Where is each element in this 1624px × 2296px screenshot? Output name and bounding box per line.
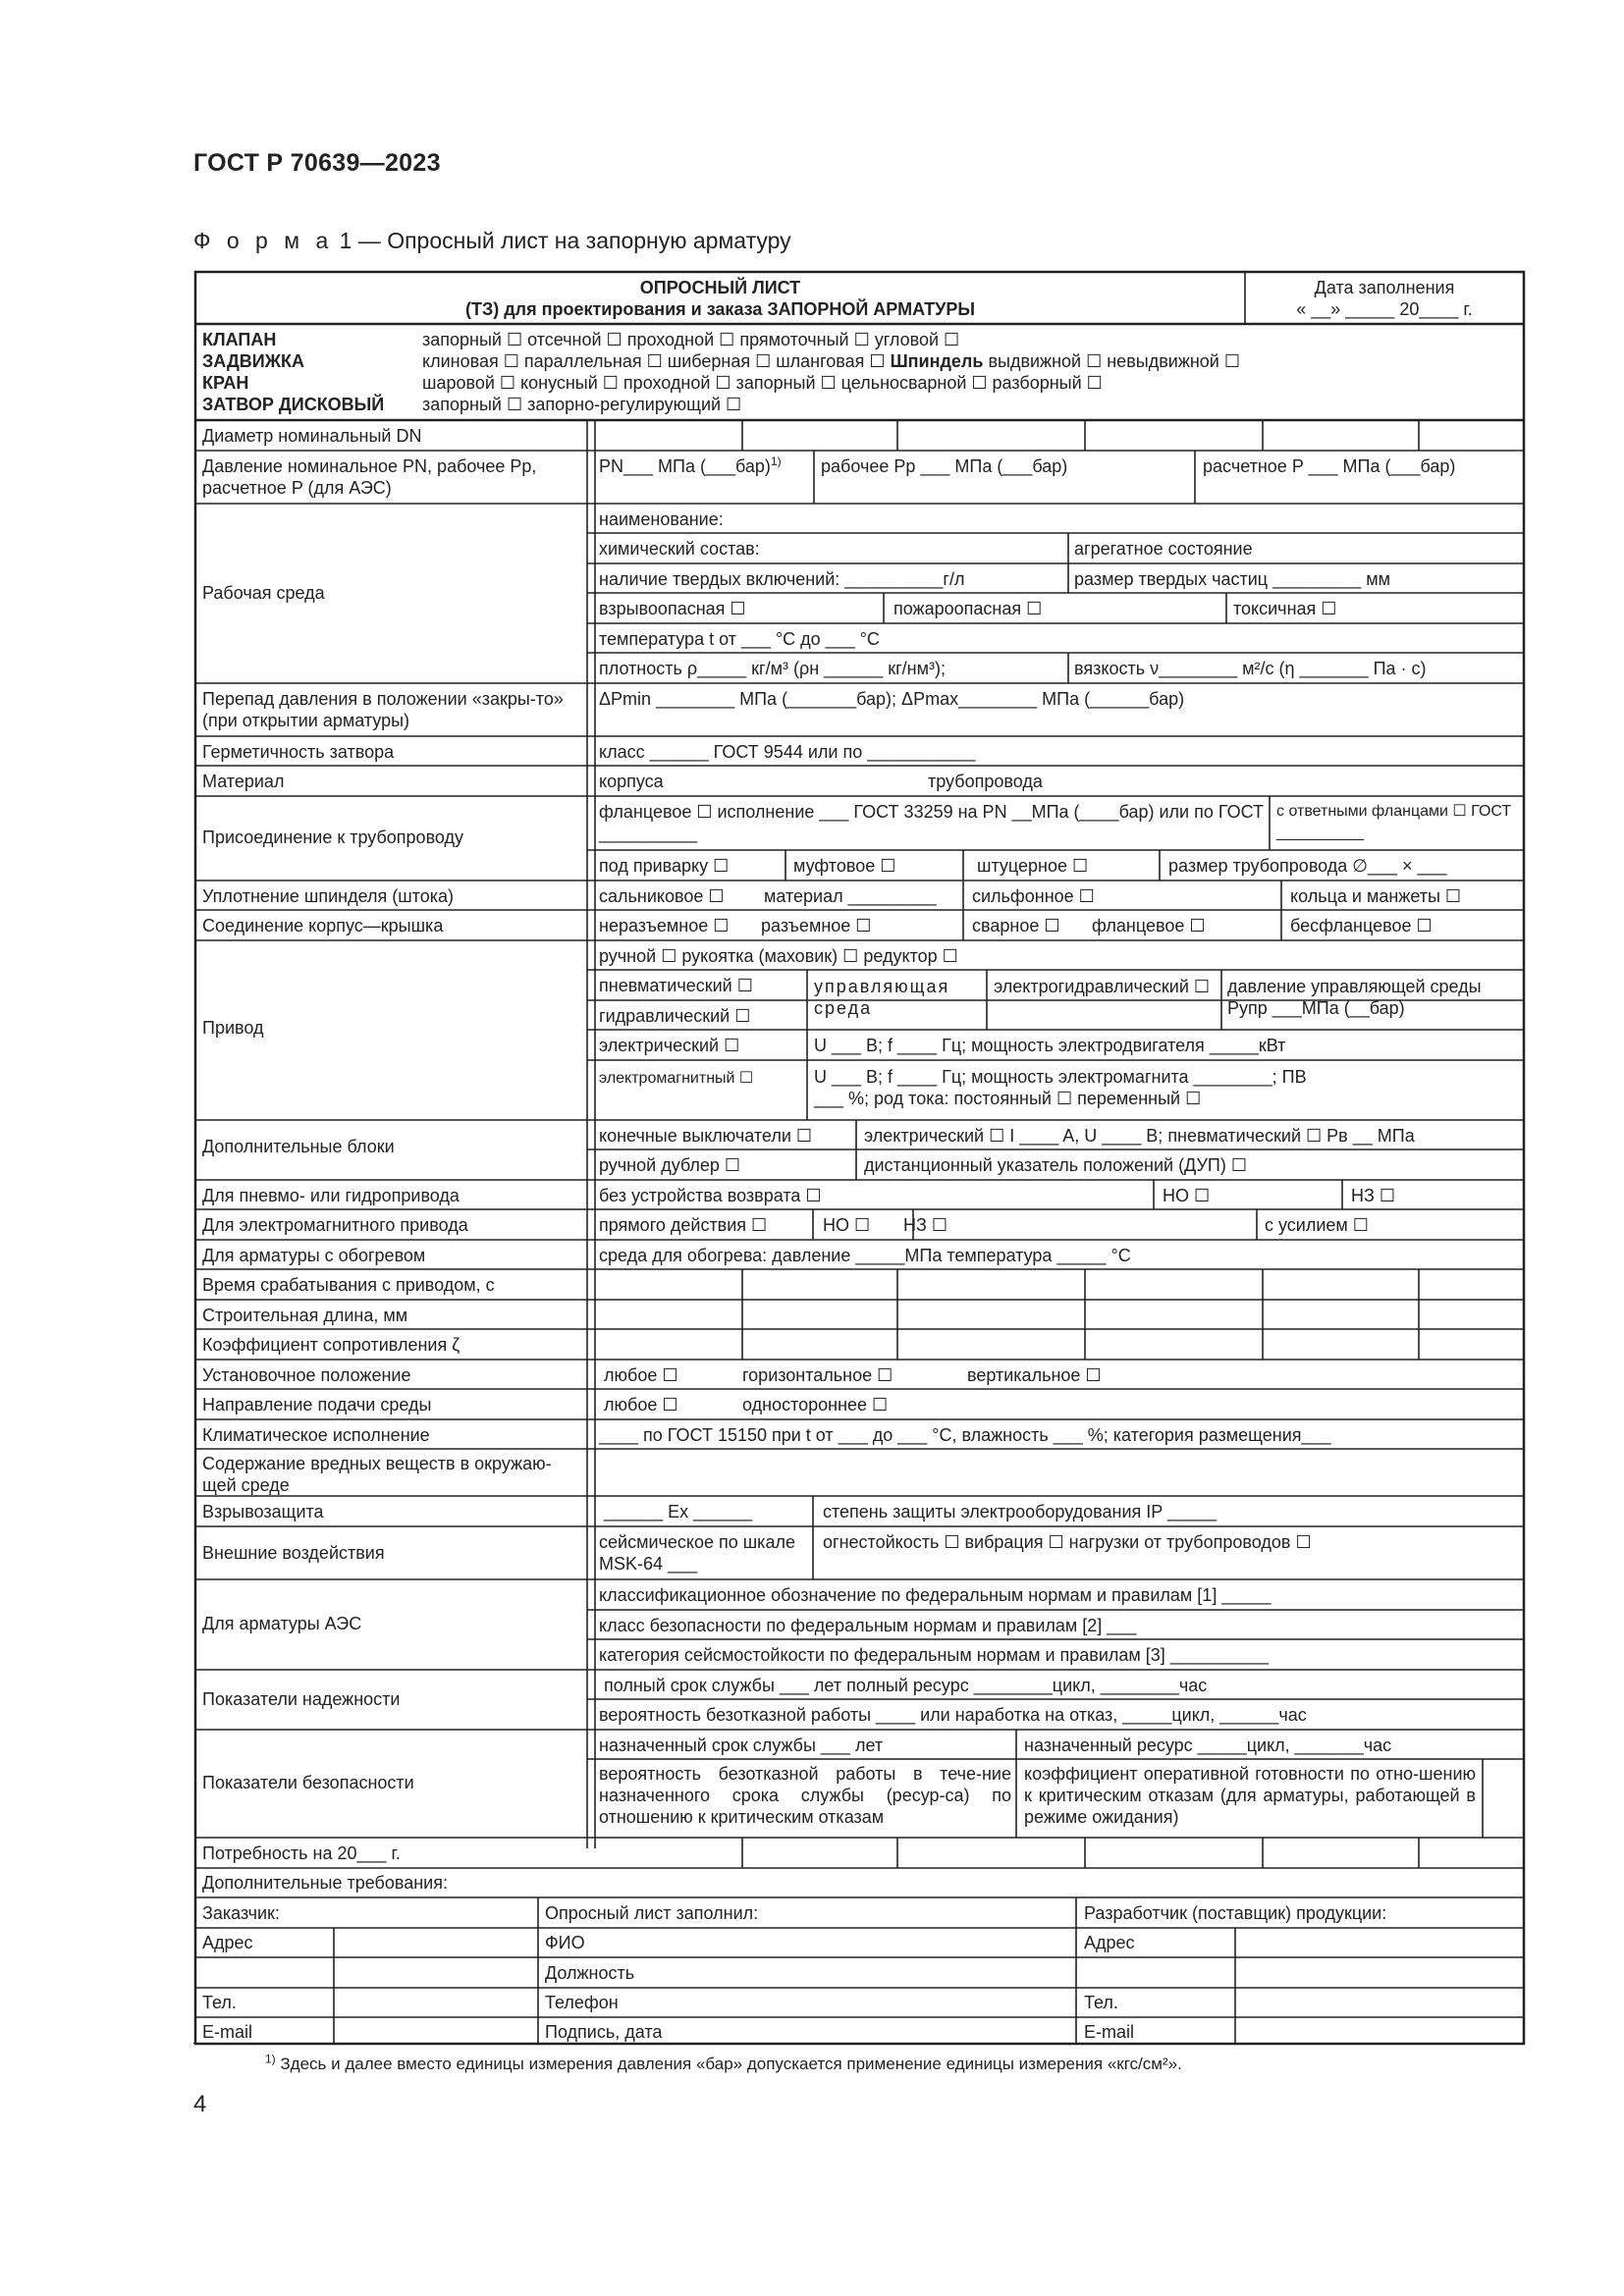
- type-klapan-options: запорный ☐ отсечной ☐ проходной ☐ прямоточный ☐ угловой ☐: [422, 330, 960, 349]
- label-dp: Перепад давления в положении «закры-то» (при открытии арматуры): [202, 689, 564, 730]
- label-install: Установочное положение: [202, 1365, 411, 1385]
- pneuhyd-noreturn: без устройства возврата ☐: [599, 1186, 822, 1205]
- contact-filled: Опросный лист заполнил:: [545, 1903, 759, 1923]
- drive-hydr: гидравлический ☐: [599, 1006, 751, 1026]
- contact-address: Адрес: [202, 1933, 253, 1952]
- label-ext: Внешние воздействия: [202, 1543, 385, 1563]
- material-pipe: трубопровода: [928, 772, 1043, 791]
- contact-tel-dev: Тел.: [1084, 1993, 1118, 2012]
- pressure-pn-text: PN___ МПа (___бар): [599, 456, 771, 476]
- label-seal: Уплотнение шпинделя (штока): [202, 886, 455, 906]
- footnote: [265, 2052, 1182, 2074]
- contact-email: E-mail: [202, 2022, 253, 2042]
- zadvizhka-opts: клиновая ☐ параллельная ☐ шиберная ☐ шланговая ☐: [422, 351, 886, 371]
- pneuhyd-no: НО ☐: [1163, 1186, 1211, 1205]
- title-line1: ОПРОСНЫЙ ЛИСТ: [639, 278, 801, 297]
- medium-agg: агрегатное состояние: [1074, 539, 1253, 559]
- medium-visc: вязкость ν________ м²/с (η _______ Па · с): [1074, 659, 1427, 678]
- drive-ctrl-pressure: давление управляющей среды Pупр ___МПа (__бар): [1227, 977, 1482, 1018]
- flow-any: любое ☐: [604, 1395, 678, 1415]
- drive-elec-values: U ___ В; f ____ Гц; мощность электродвигателя _____кВт: [814, 1036, 1286, 1055]
- contact-email-dev: E-mail: [1084, 2022, 1135, 2042]
- type-klapan: КЛАПАН: [202, 330, 277, 349]
- heat-value: среда для обогрева: давление _____МПа температура _____ °C: [599, 1246, 1131, 1265]
- drive-em-values: U ___ В; f ____ Гц; мощность электромагнита ________; ПВ ___ %; род тока: постоянный ☐ переменный ☐: [814, 1067, 1307, 1108]
- pressure-work: рабочее Pp ___ МПа (___бар): [821, 456, 1068, 476]
- emdrive-no: НО ☐: [823, 1215, 871, 1235]
- seal-bellows: сильфонное ☐: [972, 886, 1095, 906]
- label-joint: Соединение корпус—крышка: [202, 916, 444, 935]
- form-caption-spaced: Ф о р м а: [193, 228, 334, 253]
- label-safety: Показатели безопасности: [202, 1773, 414, 1792]
- emdrive-direct: прямого действия ☐: [599, 1215, 768, 1235]
- contact-position: Должность: [545, 1963, 635, 1983]
- label-heat: Для арматуры с обогревом: [202, 1246, 426, 1265]
- medium-toxic: токсичная ☐: [1233, 599, 1337, 618]
- drive-em: электромагнитный ☐: [599, 1070, 754, 1087]
- contact-phone: Телефон: [545, 1993, 619, 2012]
- label-rel: Показатели надежности: [202, 1689, 401, 1709]
- drive-ctrl-medium: управляющая среда: [814, 977, 950, 1018]
- label-blocks: Дополнительные блоки: [202, 1137, 395, 1156]
- label-connect: Присоединение к трубопроводу: [202, 828, 464, 847]
- drive-eh: электрогидравлический ☐: [994, 977, 1211, 996]
- label-extra: Дополнительные требования:: [202, 1873, 448, 1893]
- dp-value: ΔPmin ________ МПа (_______бар); ΔPmax________ МПа (______бар): [599, 689, 1185, 709]
- medium-solid: наличие твердых включений: __________г/л: [599, 569, 965, 589]
- date-fill-value: « __» _____ 20____ г.: [1296, 299, 1473, 319]
- drive-elec: электрический ☐: [599, 1036, 740, 1055]
- label-emdrive: Для электромагнитного привода: [202, 1215, 468, 1235]
- joint-flanged: фланцевое ☐: [1092, 916, 1206, 935]
- title-line2: (ТЗ) для проектирования и заказа ЗАПОРНОЙ АРМАТУРЫ: [464, 299, 975, 319]
- medium-name: наименование:: [599, 509, 724, 529]
- safety-prob: вероятность безотказной работы в тече-ние назначенного срока службы (ресур-са) по отношению к критическим отказам: [599, 1764, 1011, 1827]
- safety-koef: коэффициент оперативной готовности по отно-шению к критическим отказам (для арматуры, работающей в режиме ожидания): [1024, 1764, 1476, 1827]
- medium-density: плотность ρ_____ кг/м³ (ρн ______ кг/нм³);: [599, 659, 946, 678]
- joint-det: разъемное ☐: [761, 916, 872, 935]
- blocks-dub: ручной дублер ☐: [599, 1155, 741, 1175]
- footnote-mark: 1): [265, 2052, 276, 2066]
- type-zadvizhka: ЗАДВИЖКА: [202, 351, 304, 371]
- joint-noflange: бесфланцевое ☐: [1290, 916, 1433, 935]
- label-medium: Рабочая среда: [202, 583, 325, 603]
- pressure-calc: расчетное P ___ МПа (___бар): [1203, 456, 1456, 476]
- footnote-ref: 1): [770, 454, 782, 468]
- safety-res: назначенный ресурс _____цикл, _______час: [1024, 1735, 1392, 1755]
- ext-seis: сейсмическое по шкале MSK-64 ___: [599, 1532, 795, 1574]
- flow-one: одностороннее ☐: [742, 1395, 889, 1415]
- label-material: Материал: [202, 772, 285, 791]
- blocks-dup: дистанционный указатель положений (ДУП) ☐: [864, 1155, 1247, 1175]
- blocks-elec: электрический ☐ I ____ A, U ____ B; пневматический ☐ Pв __ МПа: [864, 1126, 1415, 1146]
- joint-welded: сварное ☐: [972, 916, 1060, 935]
- label-tight: Герметичность затвора: [202, 742, 395, 762]
- rel-line1: полный срок службы ___ лет полный ресурс ________цикл, ________час: [604, 1676, 1208, 1695]
- type-zadvizhka-options: [422, 351, 1240, 372]
- seal-material: материал _________: [764, 886, 937, 906]
- footnote-text: Здесь и далее вместо единицы измерения давления «бар» допускается применение единицы измерения «кгс/см²».: [280, 2055, 1182, 2073]
- install-horiz: горизонтальное ☐: [742, 1365, 893, 1385]
- label-aes: Для арматуры АЭС: [202, 1614, 362, 1633]
- connect-fitting: штуцерное ☐: [977, 856, 1089, 876]
- blocks-limit: конечные выключатели ☐: [599, 1126, 813, 1146]
- aes-line3: категория сейсмостойкости по федеральным нормам и правилам [3] __________: [599, 1645, 1269, 1665]
- joint-nondet: неразъемное ☐: [599, 916, 730, 935]
- medium-size: размер твердых частиц _________ мм: [1074, 569, 1390, 589]
- date-fill-label: Дата заполнения: [1314, 278, 1455, 297]
- label-pneuhyd: Для пневмо- или гидропривода: [202, 1186, 460, 1205]
- aes-line2: класс безопасности по федеральным нормам и правилам [2] ___: [599, 1616, 1137, 1635]
- label-time: Время срабатывания с приводом, с: [202, 1275, 495, 1295]
- label-flow: Направление подачи среды: [202, 1395, 432, 1415]
- tight-value: класс ______ ГОСТ 9544 или по ___________: [599, 742, 976, 762]
- contact-tel: Тел.: [202, 1993, 237, 2012]
- spindle-label: Шпиндель: [890, 351, 984, 371]
- pressure-pn: [599, 456, 782, 477]
- climate-value: ____ по ГОСТ 15150 при t от ___ до ___ °C, влажность ___ %; категория размещения___: [599, 1425, 1331, 1445]
- label-drive: Привод: [202, 1018, 264, 1038]
- medium-temp: температура t от ___ °C до ___ °C: [599, 629, 880, 649]
- contact-sign: Подпись, дата: [545, 2022, 663, 2042]
- aes-line1: классификационное обозначение по федеральным нормам и правилам [1] _____: [599, 1585, 1272, 1605]
- label-resist: Коэффициент сопротивления ζ: [202, 1335, 460, 1355]
- form-caption-text: 1 — Опросный лист на запорную арматуру: [339, 228, 791, 253]
- explprot-ex: ______ Ex ______: [604, 1502, 753, 1522]
- type-kran-options: шаровой ☐ конусный ☐ проходной ☐ запорный ☐ цельносварной ☐ разборный ☐: [422, 373, 1103, 393]
- footnote-separator: [193, 2043, 351, 2044]
- label-pressure: Давление номинальное PN, рабочее Pp, расчетное P (для АЭС): [202, 456, 537, 498]
- install-any: любое ☐: [604, 1365, 678, 1385]
- page-number: 4: [193, 2091, 207, 2117]
- contact-customer: Заказчик:: [202, 1903, 280, 1923]
- type-kran: КРАН: [202, 373, 249, 393]
- connect-weld: под приварку ☐: [599, 856, 730, 876]
- label-length: Строительная длина, мм: [202, 1306, 408, 1325]
- ext-options: огнестойкость ☐ вибрация ☐ нагрузки от трубопроводов ☐: [823, 1532, 1312, 1552]
- medium-fire: пожароопасная ☐: [893, 599, 1043, 618]
- type-zatvor-options: запорный ☐ запорно-регулирующий ☐: [422, 395, 742, 414]
- drive-manual: ручной ☐ рукоятка (маховик) ☐ редуктор ☐: [599, 946, 958, 966]
- contact-developer: Разработчик (поставщик) продукции:: [1084, 1903, 1387, 1923]
- label-dn: Диаметр номинальный DN: [202, 426, 422, 446]
- emdrive-amp: с усилием ☐: [1265, 1215, 1369, 1235]
- type-zatvor: ЗАТВОР ДИСКОВЫЙ: [202, 395, 385, 414]
- spindle-options: выдвижной ☐ невыдвижной ☐: [988, 351, 1240, 371]
- connect-flange: фланцевое ☐ исполнение ___ ГОСТ 33259 на PN __МПа (____бар) или по ГОСТ __________: [599, 802, 1264, 843]
- material-body: корпуса: [599, 772, 664, 791]
- rel-line2: вероятность безотказной работы ____ или наработка на отказ, _____цикл, ______час: [599, 1705, 1307, 1725]
- contact-fio: ФИО: [545, 1933, 585, 1952]
- install-vert: вертикальное ☐: [967, 1365, 1102, 1385]
- connect-coupling: муфтовое ☐: [793, 856, 896, 876]
- explprot-ip: степень защиты электрооборудования IP _____: [823, 1502, 1217, 1522]
- medium-expl: взрывоопасная ☐: [599, 599, 746, 618]
- label-climate: Климатическое исполнение: [202, 1425, 430, 1445]
- label-need: Потребность на 20___ г.: [202, 1843, 401, 1863]
- seal-gland: сальниковое ☐: [599, 886, 725, 906]
- emdrive-nz: НЗ ☐: [903, 1215, 948, 1235]
- connect-counter: с ответными фланцами ☐ ГОСТ __________: [1276, 803, 1512, 841]
- document-id: ГОСТ Р 70639—2023: [193, 149, 441, 177]
- safety-life: назначенный срок службы ___ лет: [599, 1735, 884, 1755]
- drive-pneu: пневматический ☐: [599, 976, 753, 995]
- connect-pipesize: размер трубопровода ∅___ × ___: [1168, 856, 1447, 876]
- seal-rings: кольца и манжеты ☐: [1290, 886, 1462, 906]
- label-explprot: Взрывозащита: [202, 1502, 324, 1522]
- label-harm: Содержание вредных веществ в окружаю-щей среде: [202, 1454, 552, 1495]
- pneuhyd-nz: НЗ ☐: [1351, 1186, 1396, 1205]
- medium-chem: химический состав:: [599, 539, 760, 559]
- contact-address-dev: Адрес: [1084, 1933, 1135, 1952]
